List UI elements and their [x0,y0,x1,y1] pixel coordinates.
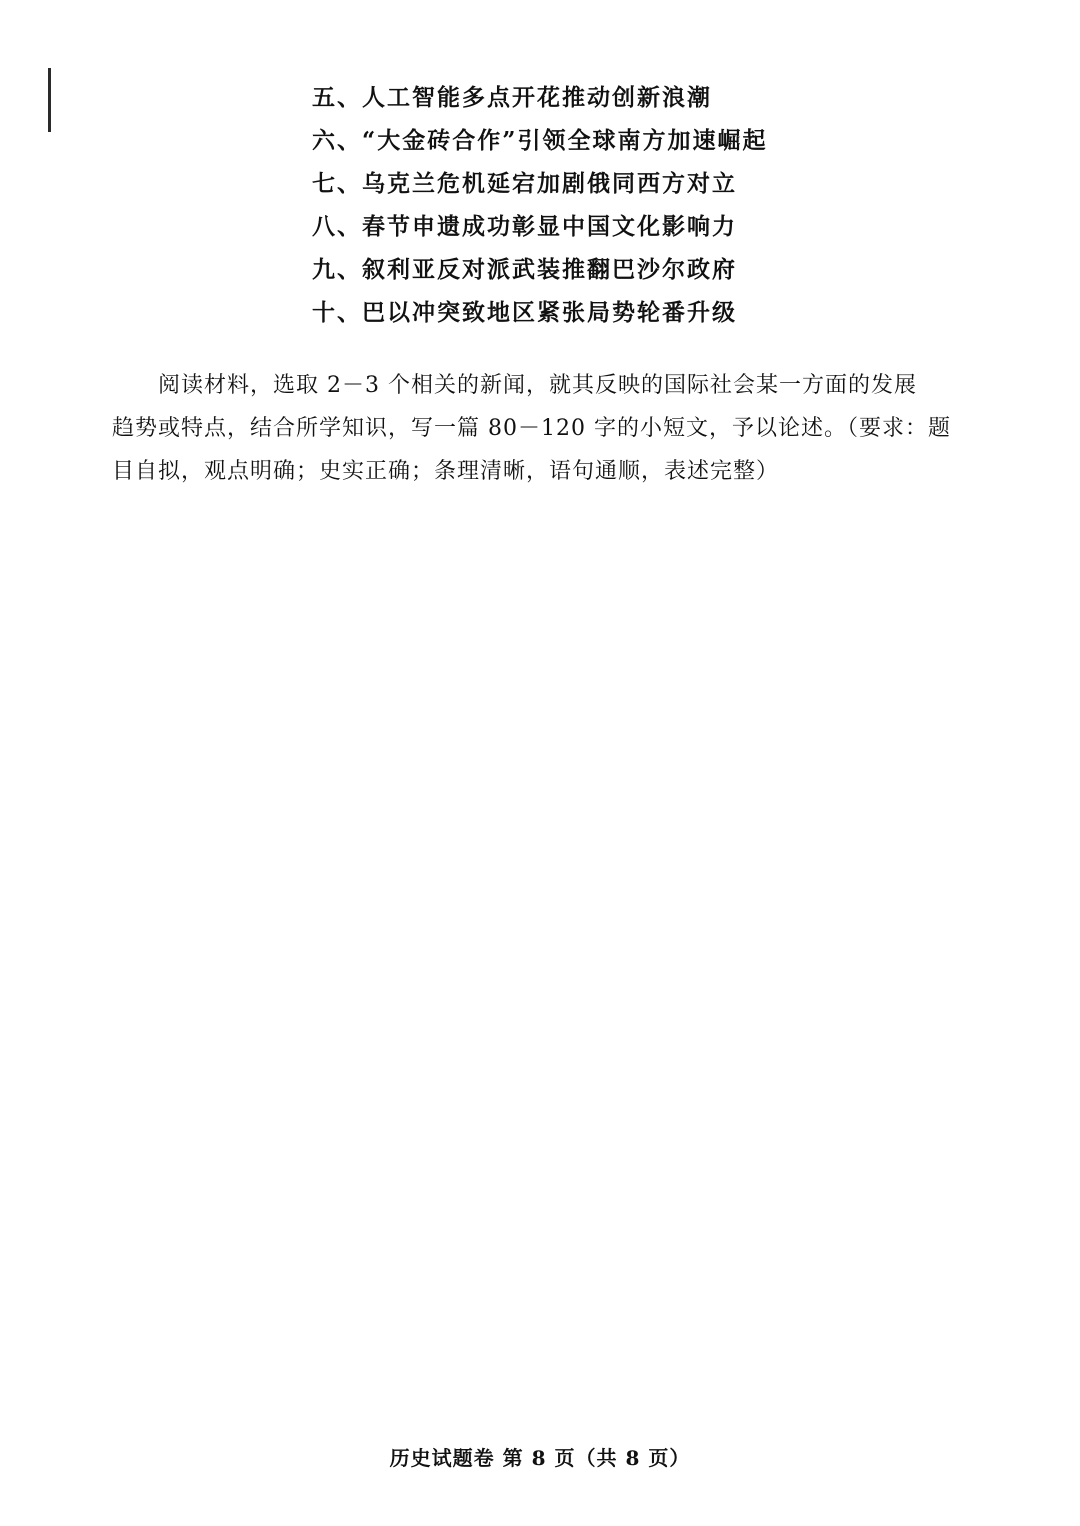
question-line-1: 阅读材料，选取 2－3 个相关的新闻，就其反映的国际社会某一方面的发展 [158,373,917,398]
question-prompt [112,364,982,493]
news-item-7: 七、乌克兰危机延宕加剧俄同西方对立 [312,170,737,197]
news-item-5: 五、人工智能多点开花推动创新浪潮 [312,84,712,111]
news-item-6: 六、“大金砖合作”引领全球南方加速崛起 [312,127,768,154]
news-list [312,76,767,334]
scan-margin-line [48,68,51,132]
news-item-10: 十、巴以冲突致地区紧张局势轮番升级 [312,299,737,326]
question-line-2: 趋势或特点，结合所学知识，写一篇 80－120 字的小短文，予以论述。（要求：题 [112,416,951,441]
news-item-9: 九、叙利亚反对派武装推翻巴沙尔政府 [312,256,737,283]
question-line-3: 目自拟，观点明确；史实正确；条理清晰，语句通顺，表述完整） [112,459,780,484]
page-footer: 历史试题卷 第 8 页（共 8 页） [389,1446,691,1470]
news-item-8: 八、春节申遗成功彰显中国文化影响力 [312,213,737,240]
